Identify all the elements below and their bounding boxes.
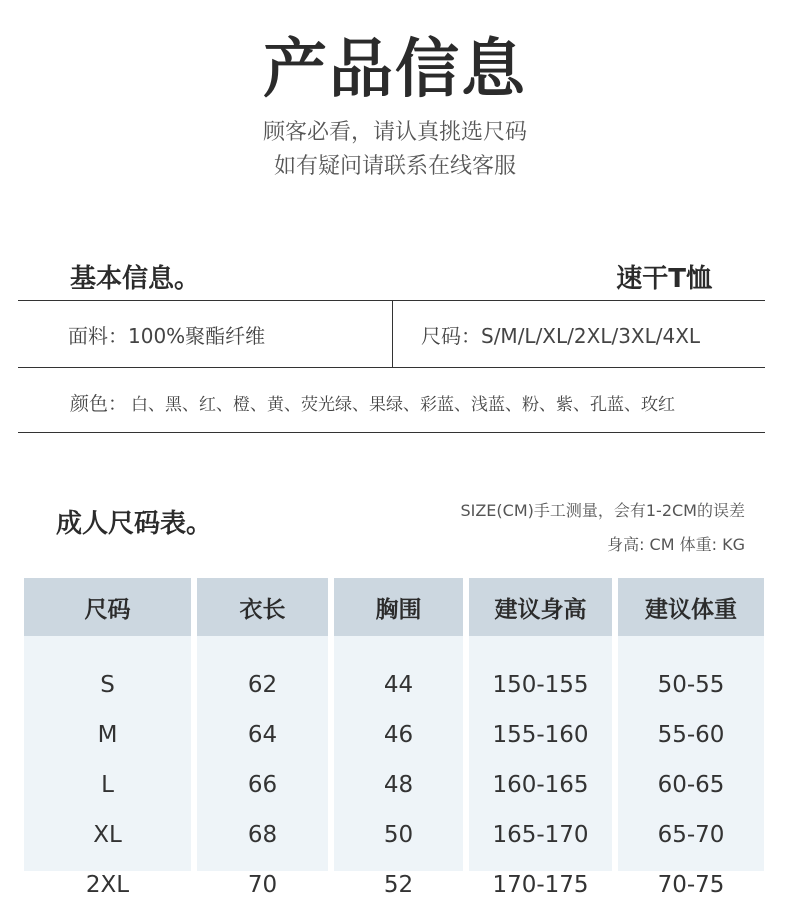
column-chest: [334, 578, 463, 898]
subtitle-line-2: 如有疑问请联系在线客服: [273, 154, 516, 179]
column-length: [197, 578, 328, 898]
table-cell: 165-170: [492, 822, 589, 848]
table-cell: 155-160: [492, 722, 589, 748]
colors-label: 颜色：: [70, 393, 128, 415]
table-cell: 150-155: [492, 672, 589, 698]
divider-vertical: [392, 301, 393, 367]
table-cell: 170-175: [492, 872, 589, 898]
table-cell: 160-165: [492, 772, 589, 798]
table-cell: 46: [383, 722, 414, 748]
measurement-note: SIZE(CM)手工测量，会有1-2CM的误差: [460, 501, 745, 520]
column-header: 胸围: [334, 578, 463, 636]
column-header: 建议身高: [469, 578, 612, 636]
page-title: 产品信息: [263, 33, 527, 107]
column-body: [334, 636, 463, 898]
table-cell: 55-60: [657, 722, 725, 748]
table-cell: 52: [383, 872, 414, 898]
table-cell: 68: [247, 822, 278, 848]
colors-value: 白、黑、红、橙、黄、荧光绿、果绿、彩蓝、浅蓝、粉、紫、孔蓝、玫红: [131, 395, 676, 415]
table-cell: 60-65: [657, 772, 725, 798]
column-body: [24, 636, 191, 898]
table-cell: 62: [247, 672, 278, 698]
column-body: [469, 636, 612, 898]
table-cell: 50: [383, 822, 414, 848]
table-cell: M: [97, 722, 118, 748]
column-header: 尺码: [24, 578, 191, 636]
table-cell: 70: [247, 872, 278, 898]
column-body: [618, 636, 764, 898]
product-name: 速干T恤: [616, 264, 712, 294]
column-header: 衣长: [197, 578, 328, 636]
divider-bottom: [18, 432, 765, 433]
column-weight: [618, 578, 764, 898]
table-cell: L: [101, 772, 114, 798]
table-cell: 2XL: [85, 872, 130, 898]
unit-note: 身高: CM 体重: KG: [607, 535, 745, 554]
table-cell: XL: [93, 822, 122, 848]
subtitle-line-1: 顾客必看，请认真挑选尺码: [262, 120, 527, 145]
table-cell: 70-75: [657, 872, 725, 898]
colors-info: [70, 389, 675, 419]
fabric-info: 面料：100%聚酯纤维: [68, 324, 266, 348]
size-table: [24, 578, 764, 898]
column-header: 建议体重: [618, 578, 764, 636]
table-cell: 44: [383, 672, 414, 698]
table-cell: 64: [247, 722, 278, 748]
size-chart-heading: 成人尺码表。: [56, 509, 213, 539]
table-cell: 65-70: [657, 822, 725, 848]
table-cell: 66: [247, 772, 278, 798]
column-height: [469, 578, 612, 898]
column-size: [24, 578, 191, 898]
column-body: [197, 636, 328, 898]
basic-info-heading: 基本信息。: [70, 264, 201, 294]
table-cell: S: [100, 672, 115, 698]
table-cell: 48: [383, 772, 414, 798]
table-cell: 50-55: [657, 672, 725, 698]
sizes-info: 尺码：S/M/L/XL/2XL/3XL/4XL: [421, 324, 701, 348]
divider-middle: [18, 367, 765, 368]
